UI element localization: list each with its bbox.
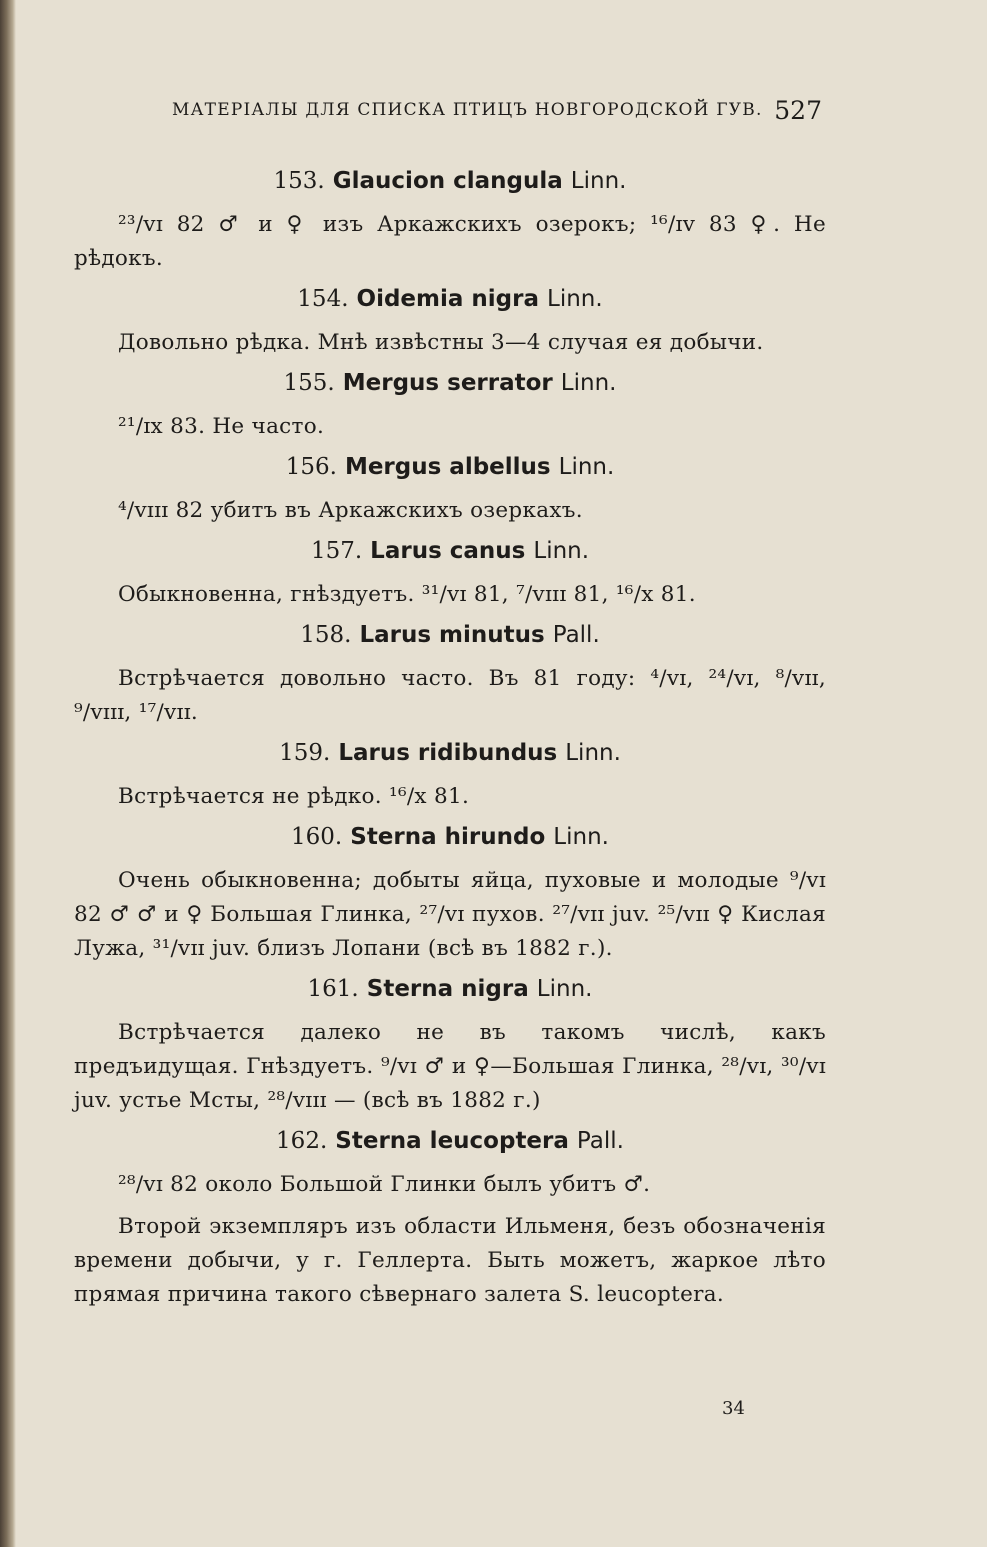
species-latin-name: Sterna hirundo: [350, 824, 546, 850]
species-number: 153.: [273, 168, 325, 194]
species-text: ²⁸/vɪ 82 около Большой Глинки былъ убитъ ♂.: [118, 1172, 651, 1197]
species-author: Pall.: [552, 622, 600, 648]
species-author: Linn.: [570, 168, 627, 194]
species-entry: [74, 1128, 826, 1312]
species-latin-name: Sterna nigra: [366, 976, 529, 1002]
species-number: 154.: [297, 286, 349, 312]
species-text: Обыкновенна, гнѣздуетъ. ³¹/vɪ 81, ⁷/vɪɪɪ 81, ¹⁶/x 81.: [118, 582, 696, 607]
species-entry: [74, 370, 826, 444]
page-number: 527: [774, 96, 822, 125]
species-entry: [74, 168, 826, 276]
species-author: Linn.: [565, 740, 621, 766]
species-author: Linn.: [553, 824, 609, 850]
species-entry: [74, 622, 826, 730]
species-number: 156.: [285, 454, 337, 480]
species-latin-name: Larus ridibundus: [338, 740, 558, 766]
species-heading: [74, 168, 826, 194]
species-number: 161.: [307, 976, 359, 1002]
species-text: Очень обыкновенна; добыты яйца, пуховые и молодые ⁹/vɪ 82 ♂ ♂ и ♀ Большая Глинка, ²⁷/vɪ пухов. ²⁷/vɪɪ juv. ²⁵/vɪɪ ♀ Кислая Лужа, ³¹/vɪɪ juv. близъ Лопани (всѣ въ 1882 г.).: [74, 868, 826, 961]
species-text: Встрѣчается не рѣдко. ¹⁶/x 81.: [118, 784, 470, 809]
species-entry: [74, 454, 826, 528]
species-heading: [74, 976, 826, 1002]
species-heading: [74, 454, 826, 480]
species-latin-name: Larus minutus: [359, 622, 545, 648]
species-text: Встрѣчается далеко не въ такомъ числѣ, какъ предъидущая. Гнѣздуетъ. ⁹/vɪ ♂ и ♀—Большая Глинка, ²⁸/vɪ, ³⁰/vɪ juv. устье Мсты, ²⁸/vɪɪɪ — (всѣ въ 1882 г.): [74, 1020, 826, 1113]
species-latin-name: Mergus serrator: [342, 370, 553, 396]
species-heading: [74, 538, 826, 564]
page-body: [74, 168, 826, 1322]
species-number: 159.: [279, 740, 331, 766]
species-text: ⁴/vɪɪɪ 82 убитъ въ Аркажскихъ озеркахъ.: [118, 498, 583, 523]
species-text: ²¹/ɪx 83. Не часто.: [118, 414, 325, 439]
running-title: МАТЕРІАЛЫ ДЛЯ СПИСКА ПТИЦЪ НОВГОРОДСКОЙ ГУВ.: [172, 100, 763, 120]
species-heading: [74, 1128, 826, 1154]
species-heading: [74, 740, 826, 766]
species-latin-name: Mergus albellus: [344, 454, 551, 480]
species-entry: [74, 538, 826, 612]
species-entry: [74, 740, 826, 814]
species-author: Linn.: [558, 454, 615, 480]
species-number: 157.: [310, 538, 363, 564]
book-spine-edge: [0, 0, 16, 1547]
species-heading: [74, 286, 826, 312]
species-text: Встрѣчается довольно часто. Въ 81 году: ⁴/vɪ, ²⁴/vɪ, ⁸/vɪɪ, ⁹/vɪɪɪ, ¹⁷/vɪɪ.: [74, 666, 826, 725]
species-entry: [74, 824, 826, 966]
species-text: Довольно рѣдка. Мнѣ извѣстны 3—4 случая ея добычи.: [118, 330, 764, 355]
species-author: Linn.: [547, 286, 603, 312]
species-latin-name: Oidemia nigra: [356, 286, 539, 312]
sheet-number: 34: [722, 1398, 745, 1419]
species-number: 158.: [300, 622, 352, 648]
species-number: 160.: [291, 824, 343, 850]
species-text: Второй экземпляръ изъ области Ильменя, безъ обозначенія времени добычи, у г. Геллерта. Быть можетъ, жаркое лѣто прямая причина такого сѣвернаго залета S. leucoptera.: [74, 1214, 826, 1307]
species-author: Linn.: [536, 976, 593, 1002]
species-author: Linn.: [560, 370, 617, 396]
species-author: Linn.: [533, 538, 590, 564]
species-text: ²³/vɪ 82 ♂ и ♀ изъ Аркажскихъ озерокъ; ¹⁶/ɪv 83 ♀. Не рѣдокъ.: [74, 212, 826, 271]
species-number: 155.: [283, 370, 335, 396]
species-latin-name: Sterna leucoptera: [335, 1128, 569, 1154]
species-latin-name: Glaucion clangula: [332, 168, 563, 194]
species-latin-name: Larus canus: [370, 538, 526, 564]
species-entry: [74, 976, 826, 1118]
species-heading: [74, 370, 826, 396]
page-header: [172, 96, 822, 130]
species-heading: [74, 622, 826, 648]
species-author: Pall.: [576, 1128, 624, 1154]
species-number: 162.: [276, 1128, 328, 1154]
species-heading: [74, 824, 826, 850]
species-entry: [74, 286, 826, 360]
